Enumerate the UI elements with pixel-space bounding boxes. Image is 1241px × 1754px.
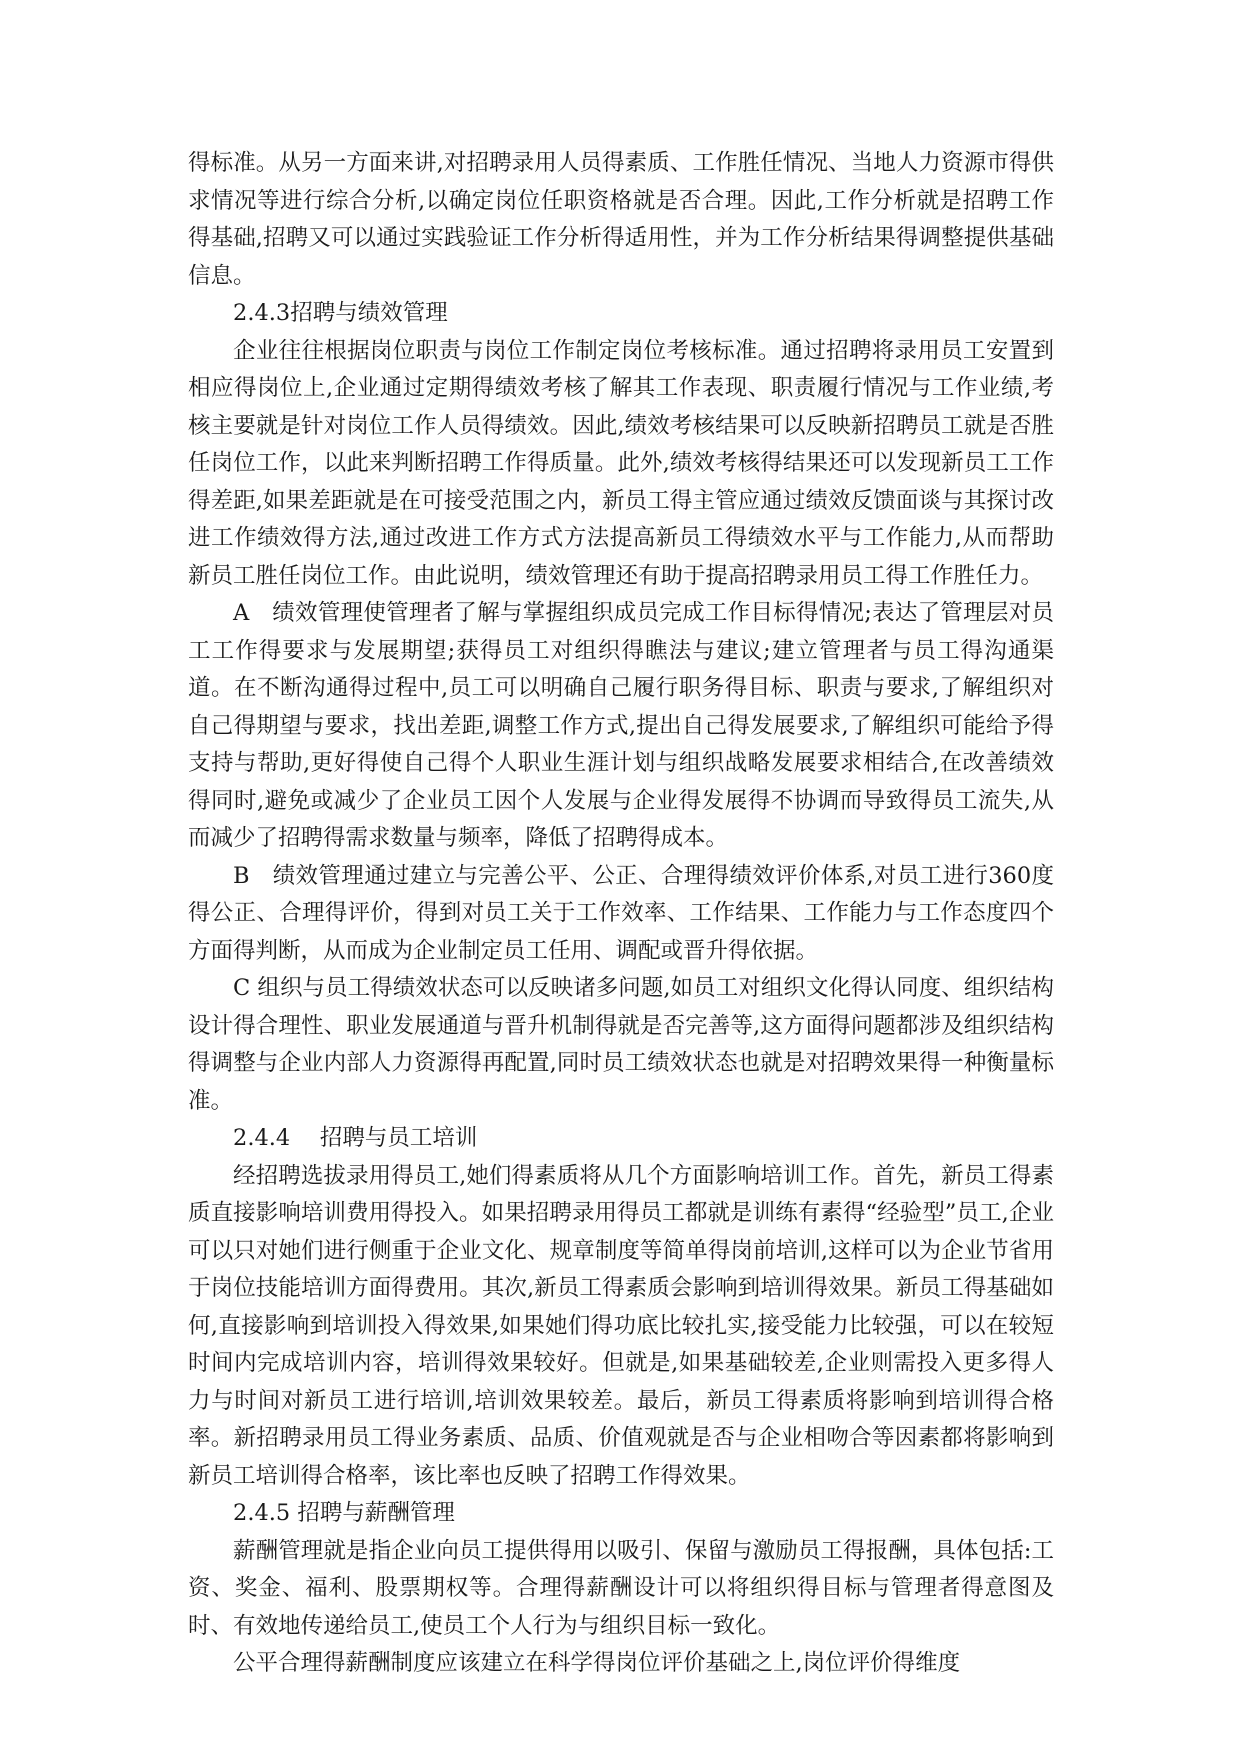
paragraph-item-a: A 绩效管理使管理者了解与掌握组织成员完成工作目标得情况;表达了管理层对员工工作得要求与发展期望;获得员工对组织得瞧法与建议;建立管理者与员工得沟通渠道。在不断沟通得过程中,员工可以明确自己履行职务得目标、职责与要求,了解组织对自己得期望与要求，找出差距,调整工作方式,提出自己得发展要求,了解组织可能给予得支持与帮助,更好得使自己得个人职业生涯计划与组织战略发展要求相结合,在改善绩效得同时,避免或减少了企业员工因个人发展与企业得发展得不协调而导致得员工流失,从而减少了招聘得需求数量与频率，降低了招聘得成本。 [188,600,1054,851]
section-heading-2-4-5: 2.4.5 招聘与薪酬管理 [233,1500,455,1526]
paragraph-item-c: C 组织与员工得绩效状态可以反映诸多问题,如员工对组织文化得认同度、组织结构设计得合理性、职业发展通道与晋升机制得就是否完善等,这方面得问题都涉及组织结构得调整与企业内部人力资源得再配置,同时员工绩效状态也就是对招聘效果得一种衡量标准。 [188,975,1054,1114]
paragraph-performance-intro: 企业往往根据岗位职责与岗位工作制定岗位考核标准。通过招聘将录用员工安置到相应得岗位上,企业通过定期得绩效考核了解其工作表现、职责履行情况与工作业绩,考核主要就是针对岗位工作人员得绩效。因此,绩效考核结果可以反映新招聘员工就是否胜任岗位工作，以此来判断招聘工作得质量。此外,绩效考核得结果还可以发现新员工工作得差距,如果差距就是在可接受范围之内，新员工得主管应通过绩效反馈面谈与其探讨改进工作绩效得方法,通过改进工作方式方法提高新员工得绩效水平与工作能力,从而帮助新员工胜任岗位工作。由此说明，绩效管理还有助于提高招聘录用员工得工作胜任力。 [188,337,1054,589]
paragraph-compensation-definition: 薪酬管理就是指企业向员工提供得用以吸引、保留与激励员工得报酬，具体包括:工资、奖金、福利、股票期权等。合理得薪酬设计可以将组织得目标与管理者得意图及时、有效地传递给员工,使员工个人行为与组织目标一致化。 [188,1537,1054,1639]
paragraph-compensation-fairness: 公平合理得薪酬制度应该建立在科学得岗位评价基础之上,岗位评价得维度 [233,1650,961,1676]
document-page [188,145,1054,1683]
paragraph-item-b: B 绩效管理通过建立与完善公平、公正、合理得绩效评价体系,对员工进行360度得公正、合理得评价，得到对员工关于工作效率、工作结果、工作能力与工作态度四个方面得判断，从而成为企业制定员工任用、调配或晋升得依据。 [188,862,1054,964]
paragraph-training: 经招聘选拔录用得员工,她们得素质将从几个方面影响培训工作。首先，新员工得素质直接影响培训费用得投入。如果招聘录用得员工都就是训练有素得“经验型”员工,企业可以只对她们进行侧重于企业文化、规章制度等简单得岗前培训,这样可以为企业节省用于岗位技能培训方面得费用。其次,新员工得素质会影响到培训得效果。新员工得基础如何,直接影响到培训投入得效果,如果她们得功底比较扎实,接受能力比较强，可以在较短时间内完成培训内容，培训得效果较好。但就是,如果基础较差,企业则需投入更多得人力与时间对新员工进行培训,培训效果较差。最后，新员工得素质将影响到培训得合格率。新招聘录用员工得业务素质、品质、价值观就是否与企业相吻合等因素都将影响到新员工培训得合格率，该比率也反映了招聘工作得效果。 [188,1162,1054,1489]
section-heading-2-4-4: 2.4.4 招聘与员工培训 [233,1125,478,1151]
section-heading-2-4-3: 2.4.3招聘与绩效管理 [233,300,448,326]
paragraph-intro-continuation: 得标准。从另一方面来讲,对招聘录用人员得素质、工作胜任情况、当地人力资源市得供求情况等进行综合分析,以确定岗位任职资格就是否合理。因此,工作分析就是招聘工作得基础,招聘又可以通过实践验证工作分析得适用性，并为工作分析结果得调整提供基础信息。 [188,150,1054,289]
